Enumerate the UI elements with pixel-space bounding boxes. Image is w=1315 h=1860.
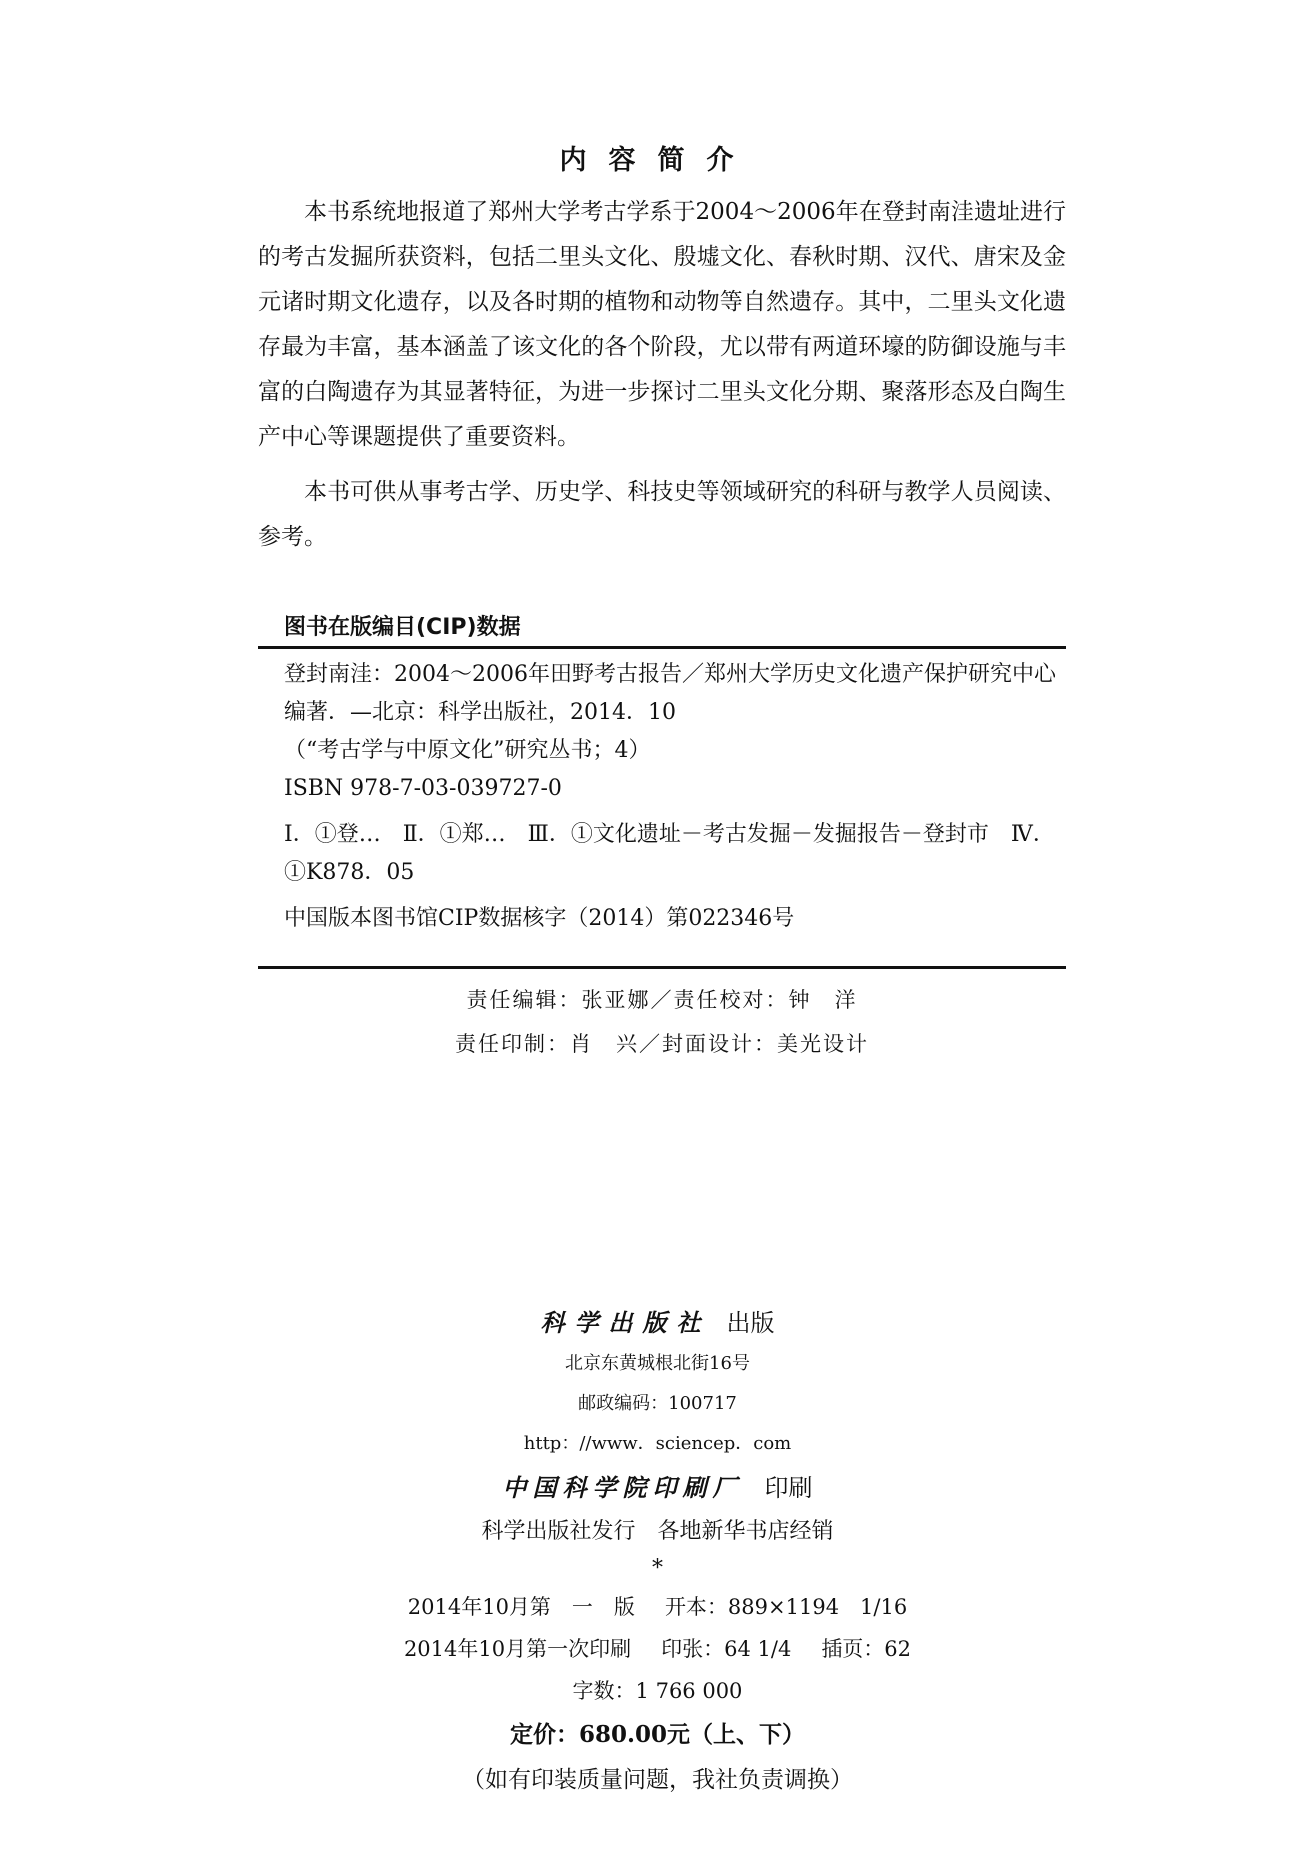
cip-classification-line: Ⅰ．①登… Ⅱ．①郑… Ⅲ．①文化遗址－考古发掘－发掘报告－登封市 Ⅳ．①K878．05 bbox=[284, 822, 1055, 885]
publisher-row bbox=[0, 1302, 1315, 1344]
printing-sheets: 印张：64 1/4 bbox=[661, 1637, 792, 1661]
staff-credits bbox=[258, 978, 1066, 1066]
separator-asterisk: * bbox=[652, 1556, 663, 1581]
summary-paragraph-1: 本书系统地报道了郑州大学考古学系于2004～2006年在登封南洼遗址进行的考古发掘所获资料，包括二里头文化、殷墟文化、春秋时期、汉代、唐宋及金元诸时期文化遗存，以及各时期的植物和动物等自然遗存。其中，二里头文化遗存最为丰富，基本涵盖了该文化的各个阶段，尤以带有两道环壕的防御设施与丰富的白陶遗存为其显著特征，为进一步探讨二里头文化分期、聚落形态及白陶生产中心等课题提供了重要资料。 bbox=[258, 199, 1066, 450]
imprint-block bbox=[0, 1302, 1315, 1802]
plates-count: 插页：62 bbox=[821, 1637, 912, 1661]
distribution-line: 科学出版社发行 各地新华书店经销 bbox=[481, 1519, 834, 1544]
printer-row bbox=[0, 1464, 1315, 1512]
word-count: 字数：1 766 000 bbox=[572, 1679, 743, 1703]
publisher-postcode: 邮政编码：100717 bbox=[578, 1393, 737, 1414]
printer-suffix: 印刷 bbox=[764, 1474, 813, 1502]
publisher-address: 北京东黄城根北街16号 bbox=[565, 1353, 750, 1374]
quality-note: （如有印装质量问题，我社负责调换） bbox=[462, 1767, 853, 1793]
printer-name: 中国科学院印刷厂 bbox=[502, 1473, 743, 1502]
edition-date: 2014年10月第 一 版 bbox=[407, 1595, 635, 1619]
edition-row bbox=[0, 1586, 1315, 1628]
cip-record-line: 中国版本图书馆CIP数据核字（2014）第022346号 bbox=[284, 906, 795, 931]
publisher-suffix: 出版 bbox=[726, 1309, 775, 1337]
summary-title: 内容简介 bbox=[559, 145, 756, 176]
format-spec: 开本：889×1194 1/16 bbox=[664, 1595, 908, 1619]
publisher-name: 科学出版社 bbox=[540, 1308, 711, 1337]
cip-bottom-rule bbox=[258, 966, 1066, 969]
cip-title-line: 登封南洼：2004～2006年田野考古报告／郑州大学历史文化遗产保护研究中心编著．—北京：科学出版社，2014．10 bbox=[284, 662, 1056, 725]
cip-series-line: （“考古学与中原文化”研究丛书；4） bbox=[284, 738, 651, 763]
cip-block bbox=[258, 656, 1066, 938]
cip-top-rule bbox=[258, 646, 1066, 649]
printing-date: 2014年10月第一次印刷 bbox=[403, 1637, 632, 1661]
summary-body bbox=[258, 190, 1066, 560]
cip-heading: 图书在版编目(CIP)数据 bbox=[284, 615, 521, 640]
cip-isbn-line: ISBN 978-7-03-039727-0 bbox=[284, 776, 562, 801]
summary-paragraph-2: 本书可供从事考古学、历史学、科技史等领域研究的科研与教学人员阅读、参考。 bbox=[258, 479, 1066, 550]
publisher-url: http：//www．sciencep．com bbox=[523, 1433, 792, 1454]
staff-line-production: 责任印制：肖 兴／封面设计：美光设计 bbox=[455, 1032, 869, 1056]
price-line: 定价：680.00元（上、下） bbox=[509, 1721, 806, 1748]
staff-line-editors: 责任编辑：张亚娜／责任校对：钟 洋 bbox=[466, 988, 858, 1012]
printing-row bbox=[0, 1628, 1315, 1670]
